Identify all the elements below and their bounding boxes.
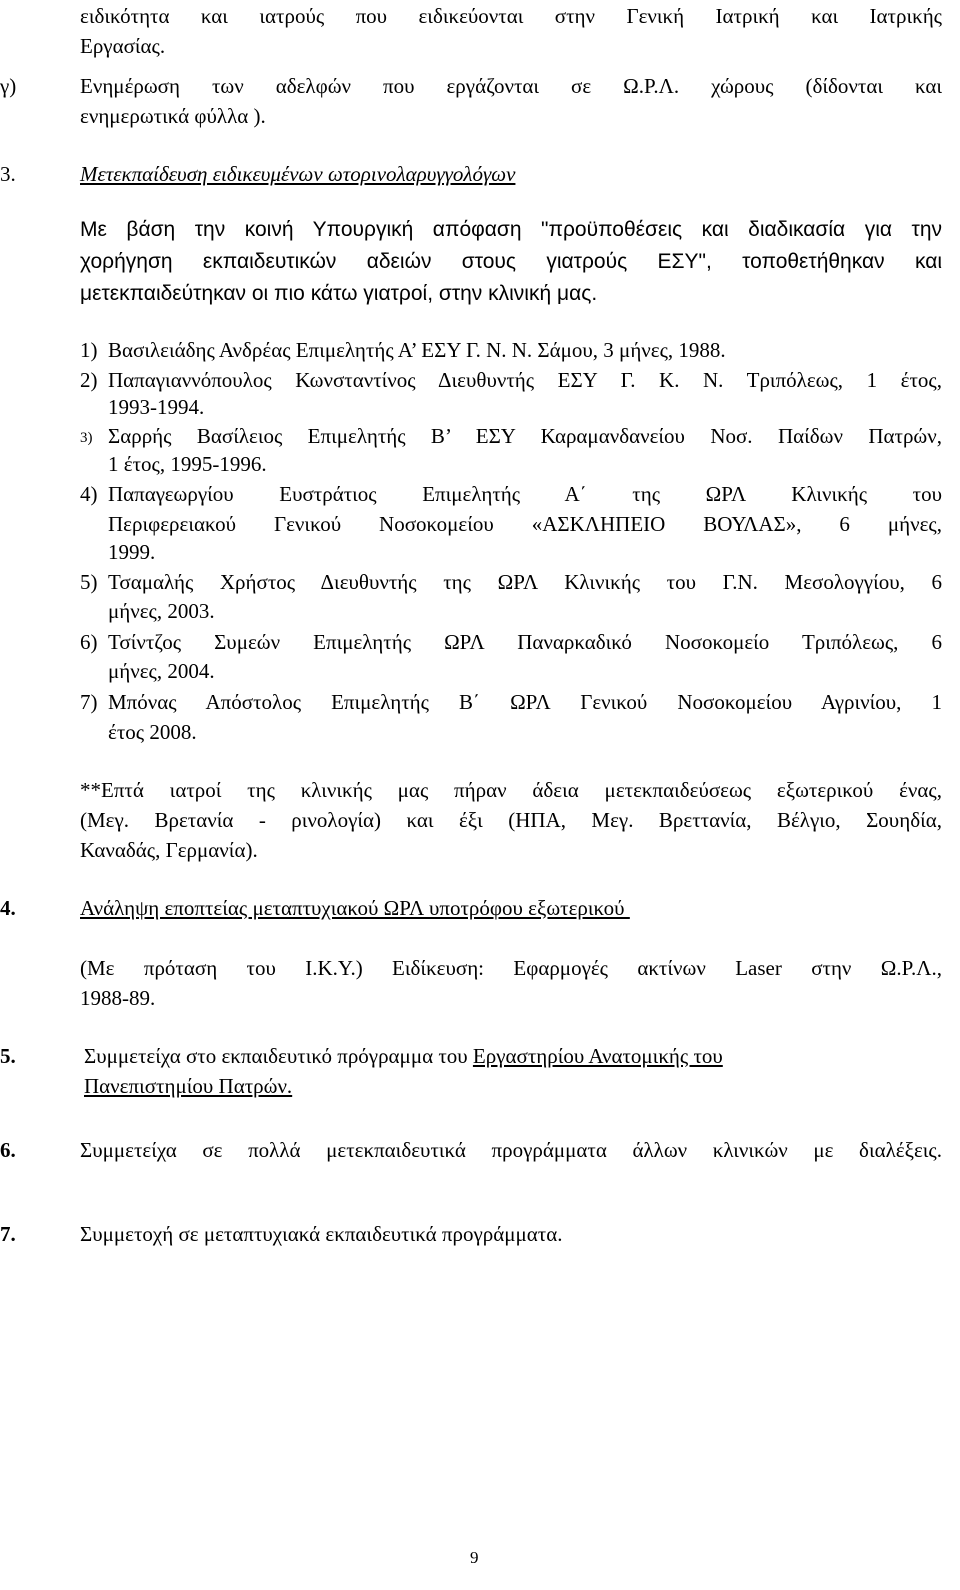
list-item: Σαρρής Βασίλειος Επιμελητής Β’ ΕΣΥ Καραμανδανείου Νοσ. Παίδων Πατρών, xyxy=(108,424,942,448)
text-line: Συμμετείχα σε πολλά μετεκπαιδευτικά προγράμματα άλλων κλινικών με διαλέξεις. xyxy=(80,1138,942,1162)
text-line: μετεκπαιδεύτηκαν οι πιο κάτω γιατροί, στην κλινική μας. xyxy=(80,282,598,305)
list-marker: 6) xyxy=(80,630,98,654)
list-marker: γ) xyxy=(0,74,17,98)
text-line: Ενημέρωση των αδελφών που εργάζονται σε Ω.Ρ.Λ. χώρους (δίδονται και xyxy=(80,74,942,98)
list-marker: 3) xyxy=(80,430,93,446)
list-marker: 7) xyxy=(80,690,98,714)
text-plain: Συμμετείχα στο εκπαιδευτικό πρόγραμμα του xyxy=(84,1044,473,1068)
list-marker: 4) xyxy=(80,482,98,506)
section-number: 6. xyxy=(0,1138,16,1162)
list-item: Τσαμαλής Χρήστος Διευθυντής της ΩΡΛ Κλινικής του Γ.Ν. Μεσολογγίου, 6 xyxy=(108,570,942,594)
list-item-continuation: έτος 2008. xyxy=(108,720,197,744)
text-line: ενημερωτικά φύλλα ). xyxy=(80,104,266,128)
section-title: Μετεκπαίδευση ειδικευμένων ωτορινολαρυγγολόγων xyxy=(80,162,516,186)
section-number: 7. xyxy=(0,1222,16,1246)
text-underlined: Εργαστηρίου Ανατομικής του xyxy=(472,1044,723,1068)
section-title: Ανάληψη εποπτείας μεταπτυχιακού ΩΡΛ υποτρόφου εξωτερικού xyxy=(80,896,630,920)
text-line xyxy=(84,1042,723,1070)
list-item: Βασιλειάδης Ανδρέας Επιμελητής Α’ ΕΣΥ Γ. Ν. Ν. Σάμου, 3 μήνες, 1988. xyxy=(108,338,726,362)
list-item-continuation: 1 έτος, 1995-1996. xyxy=(108,452,267,476)
text-line: ειδικότητα και ιατρούς που ειδικεύονται στην Γενική Ιατρική και Ιατρικής xyxy=(80,4,942,28)
list-item: Παπαγιαννόπουλος Κωνσταντίνος Διευθυντής ΕΣΥ Γ. Κ. Ν. Τριπόλεως, 1 έτος, xyxy=(108,368,942,392)
text-line: Εργασίας. xyxy=(80,34,166,58)
note-line: **Επτά ιατροί της κλινικής μας πήραν άδεια μετεκπαιδεύσεως εξωτερικού ένας, xyxy=(80,778,942,802)
page-number: 9 xyxy=(470,1548,479,1567)
section-number: 4. xyxy=(0,896,16,920)
list-marker: 5) xyxy=(80,570,98,594)
list-marker: 1) xyxy=(80,338,98,362)
section-number: 5. xyxy=(0,1044,16,1068)
text-line: χορήγηση εκπαιδευτικών αδειών στους γιατρούς ΕΣΥ", τοποθετήθηκαν και xyxy=(80,250,942,273)
note-line: (Μεγ. Βρετανία - ρινολογία) και έξι (ΗΠΑ, Μεγ. Βρεττανία, Βέλγιο, Σουηδία, xyxy=(80,808,942,832)
list-item: Μπόνας Απόστολος Επιμελητής Β΄ ΩΡΛ Γενικού Νοσοκομείου Αγρινίου, 1 xyxy=(108,690,942,714)
list-item: Τσίντζος Συμεών Επιμελητής ΩΡΛ Παναρκαδικό Νοσοκομείο Τριπόλεως, 6 xyxy=(108,630,942,654)
list-item-continuation: μήνες, 2004. xyxy=(108,659,215,683)
section-number: 3. xyxy=(0,162,16,186)
list-item-continuation: 1999. xyxy=(108,540,156,564)
text-line: 1988-89. xyxy=(80,986,156,1010)
list-item: Παπαγεωργίου Ευστράτιος Επιμελητής Α΄ της ΩΡΛ Κλινικής του xyxy=(108,482,942,506)
note-line: Καναδάς, Γερμανία). xyxy=(80,838,258,862)
text-underlined: Πανεπιστημίου Πατρών. xyxy=(84,1074,293,1098)
text-line: Με βάση την κοινή Υπουργική απόφαση "προϋποθέσεις και διαδικασία για την xyxy=(80,218,942,241)
text-line: Συμμετοχή σε μεταπτυχιακά εκπαιδευτικά προγράμματα. xyxy=(80,1222,563,1246)
list-item-continuation: μήνες, 2003. xyxy=(108,599,215,623)
list-item-continuation: Περιφερειακού Γενικού Νοσοκομείου «ΑΣΚΛΗΠΕΙΟ ΒΟΥΛΑΣ», 6 μήνες, xyxy=(108,512,942,536)
list-item-continuation: 1993-1994. xyxy=(108,395,205,419)
list-marker: 2) xyxy=(80,368,98,392)
text-line: (Με πρόταση του Ι.Κ.Υ.) Ειδίκευση: Εφαρμογές ακτίνων Laser στην Ω.Ρ.Λ., xyxy=(80,956,942,980)
